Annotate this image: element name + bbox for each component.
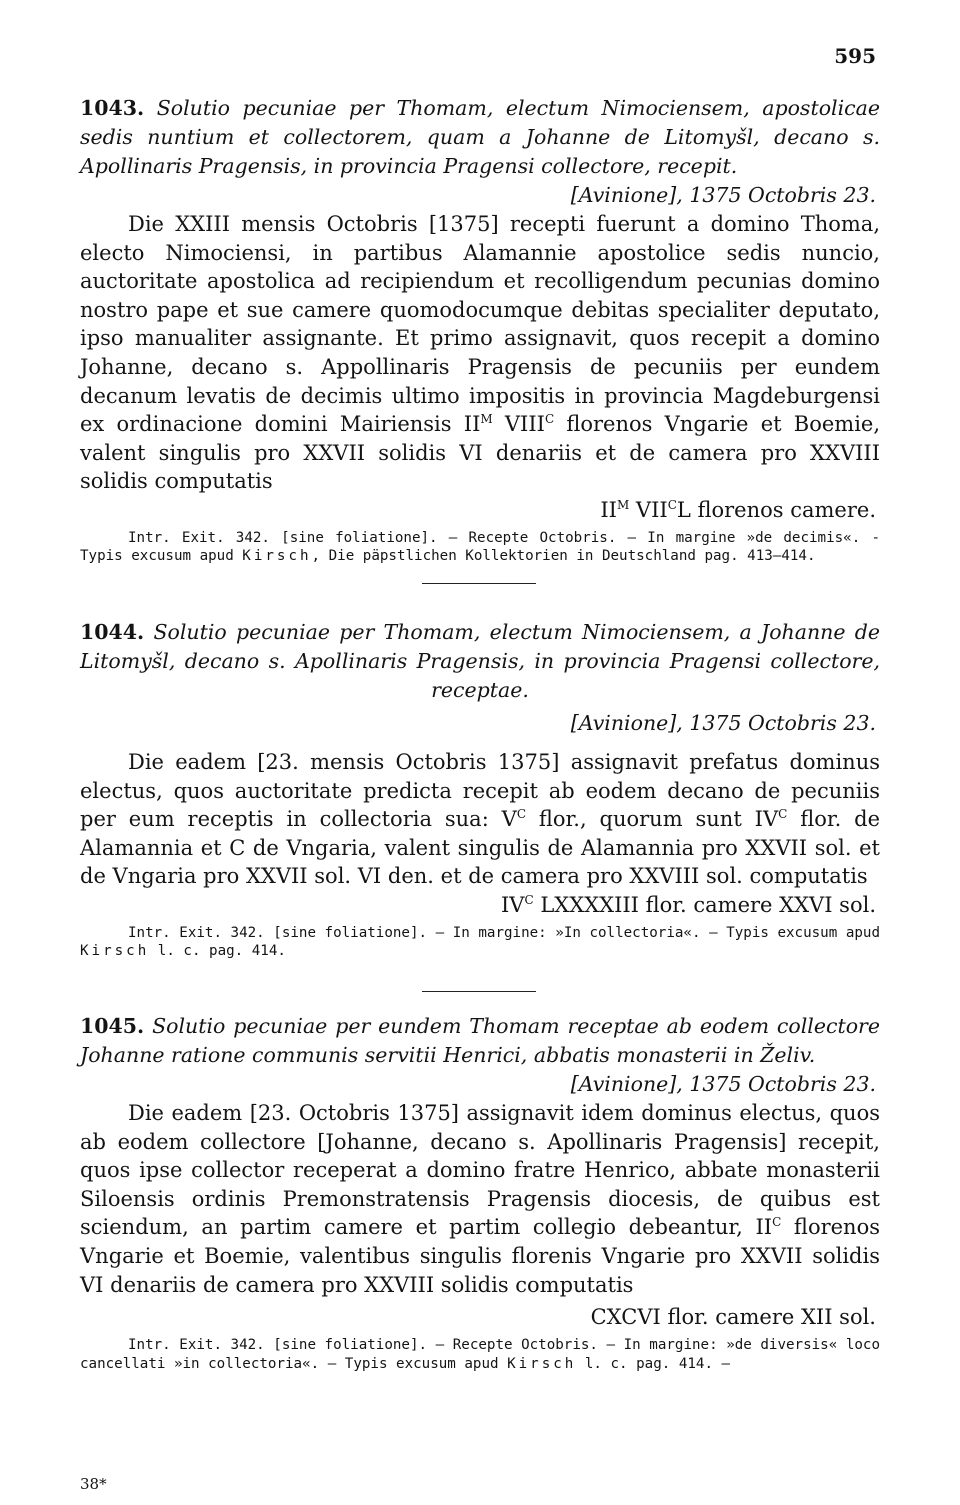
note-text: Intr. Exit. 342. [sine foliatione]. — Recepte Octobris. — In margine »de decimis«. - Typis excusum apud	[80, 529, 880, 565]
separator-rule	[422, 991, 536, 992]
entry-date: [Avinione], 1375 Octobris 23.	[570, 711, 876, 735]
note-text: , Die päpstlichen Kollektorien in Deutschland pag. 413—414.	[311, 548, 816, 565]
entry-date: [Avinione], 1375 Octobris 23.	[570, 183, 876, 207]
entry-note	[80, 924, 880, 962]
entry-number: 1043.	[80, 96, 145, 120]
body-text: Die XXIII mensis Octobris [1375] recepti fuerunt a domino Thoma, electo Nimociensi, in partibus Alamannie apostolice sedis nuncio, auctoritate apostolica ad recipiendum et recolligendum pecunias domino nostro pape et sue camere quomodocumque debitas specialiter deputato, ipso manualiter assignante. Et primo assignavit, quos recepit a domino Johanne, decano s. Appollinaris Pragensis de pecuniis per eundem decanum levatis de decimis ultimo impositis in provincia Magdeburgensi ex ordinacione domini Mairiensis II	[80, 212, 880, 437]
entry-total	[80, 1303, 880, 1332]
total-text: VII	[629, 497, 668, 522]
total-text: LXXXXIII flor. camere XXVI sol.	[533, 892, 876, 917]
body-text: flor. de Alamannia et C de Vngaria, valent singulis de Alamannia pro XXVII sol. et de Vngaria pro XXVII sol. VI den. et de camera pro XXVIII sol. computatis	[80, 807, 881, 889]
body-text: florenos Vngarie et Boemie, valentibus singulis florenis Vngarie pro XXVII solidis VI denariis de camera pro XXVIII solidis computatis	[80, 1215, 880, 1297]
entry-date: [Avinione], 1375 Octobris 23.	[570, 1072, 876, 1096]
body-text: flor., quorum sunt IV	[526, 807, 779, 832]
sup-text: C	[778, 807, 788, 822]
entry-total	[80, 891, 880, 920]
sup-text: C	[524, 892, 534, 907]
heading-text: Solutio pecuniae per eundem Thomam receptae ab eodem collectore Johanne ratione communis servitii Henrici, abbatis monasterii in Želiv.	[80, 1014, 880, 1067]
entry-total	[80, 496, 880, 525]
page-number: 595	[834, 44, 876, 68]
entry-1043	[80, 94, 880, 566]
entry-body	[80, 748, 880, 891]
body-text: florenos Vngarie et Boemie, valent singulis pro XXVII solidis VI denariis et de camera pro XXVIII solidis computatis	[80, 412, 881, 494]
author-name: Kirsch	[507, 1355, 577, 1372]
sup-text: C	[544, 412, 555, 427]
note-text: Intr. Exit. 342. [sine foliatione]. — In margine: »In collectoria«. — Typis excusum apud	[128, 924, 880, 941]
entry-number: 1044.	[80, 620, 145, 644]
entry-1044	[80, 618, 880, 961]
entry-body	[80, 1099, 880, 1299]
body-text: Die eadem [23. mensis Octobris 1375] assignavit prefatus dominus electus, quos auctoritate predicta recepit ab eodem decano de pecuniis per eum receptis in collectoria sua: V	[80, 750, 880, 832]
entry-heading	[80, 1012, 880, 1070]
note-text: Intr. Exit. 342. [sine foliatione]. — Recepte Octobris. — In margine: »de diversis« loco cancellati »in collectoria«. — Typis excusum apud	[80, 1336, 880, 1372]
author-name: Kirsch	[242, 548, 312, 565]
note-text: l. c. pag. 414. —	[576, 1355, 731, 1372]
total-text: II	[600, 497, 617, 522]
sup-text: M	[616, 497, 630, 512]
total-text: CXCVI flor. camere XII sol.	[590, 1305, 876, 1330]
sup-text: C	[516, 807, 527, 822]
entry-note	[80, 1336, 880, 1374]
entry-1045	[80, 1012, 880, 1373]
entry-note	[80, 529, 880, 567]
separator-rule	[422, 583, 536, 584]
signature-mark: 38*	[80, 1475, 107, 1493]
body-text: Die eadem [23. Octobris 1375] assignavit idem dominus electus, quos ab eodem collectore [Johanne, decano s. Apollinaris Pragensis] recepit, quos ipse collector receperat a domino fratre Henrico, abbate monasterii Siloensis ordinis Premonstratensis Pragensis diocesis, de quibus est sciendum, an partim camere et partim collegio debeantur, II	[80, 1101, 880, 1240]
heading-text: Solutio pecuniae per Thomam, electum Nimociensem, a Johanne de Litomyšl, decano s. Apollinaris Pragensis, in provincia Pragensi collectore, receptae.	[80, 620, 880, 702]
entry-heading	[80, 618, 880, 705]
entry-heading	[80, 94, 880, 181]
body-text: VIII	[492, 412, 545, 437]
total-text: L florenos camere.	[676, 497, 876, 522]
author-name: Kirsch	[80, 943, 150, 960]
entry-body	[80, 210, 880, 496]
note-text: l. c. pag. 414.	[149, 943, 286, 960]
heading-text: Solutio pecuniae per Thomam, electum Nimociensem, apostolicae sedis nuntium et collectorem, quam a Johanne de Litomyšl, decano s. Apollinaris Pragensis, in provincia Pragensi collectore, recepit.	[80, 96, 880, 178]
entry-number: 1045.	[80, 1014, 145, 1038]
sup-text: C	[667, 497, 677, 512]
page	[80, 0, 880, 1505]
sup-text: M	[480, 412, 493, 427]
sup-text: C	[772, 1215, 782, 1230]
total-text: IV	[501, 892, 525, 917]
